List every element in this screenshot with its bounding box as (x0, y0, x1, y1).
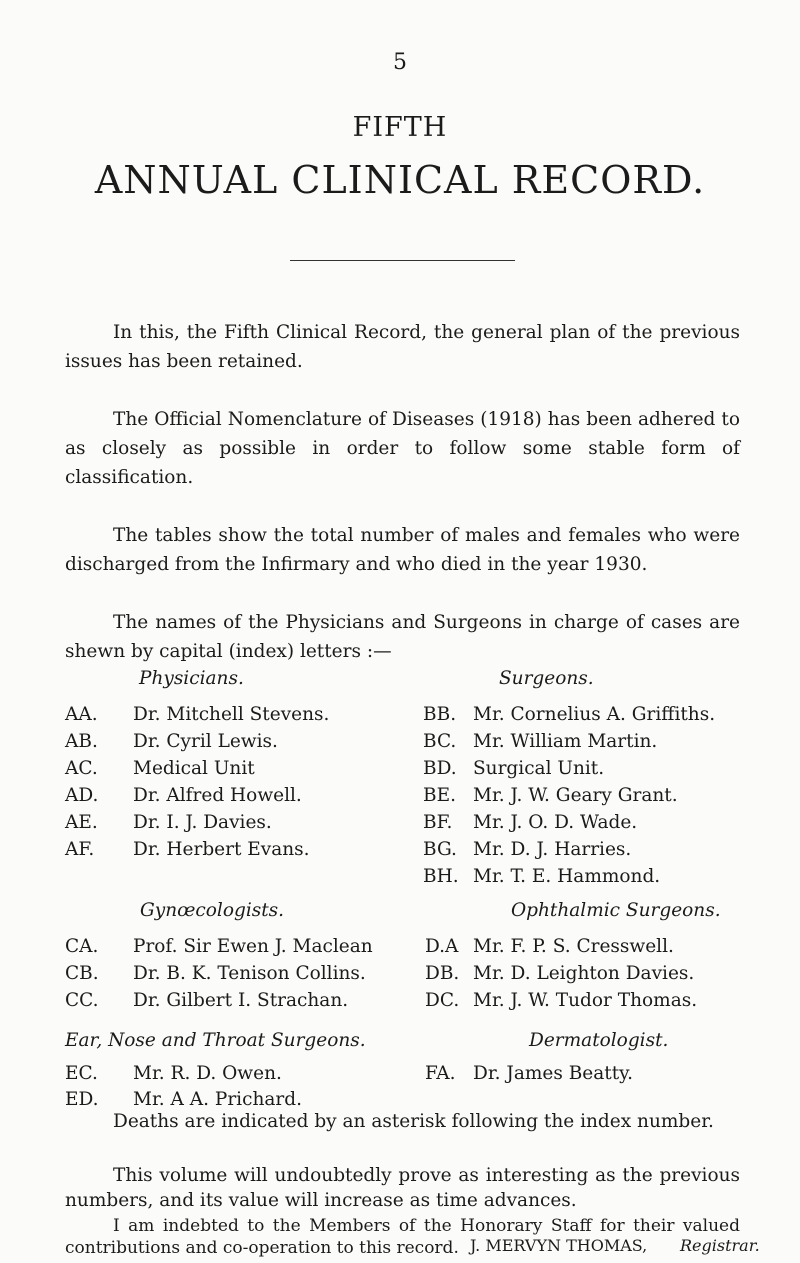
intro-paragraph-1: In this, the Fifth Clinical Record, the general plan of the previous issues has been retained. (65, 322, 740, 372)
ophthalmic-title: Ophthalmic Surgeons. (511, 900, 721, 921)
intro-paragraph-4: The names of the Physicians and Surgeons in charge of cases are shewn by capital (index) letters :— (65, 612, 740, 662)
ophthalmic-section: Ophthalmic Surgeons. D.A Mr. F. P. S. Cresswell. DB. Mr. D. Leighton Davies. DC. Mr. J. W. Tudor Thomas. (425, 900, 721, 1011)
page-number: 5 (393, 50, 407, 75)
surgeons-title: Surgeons. (499, 668, 594, 689)
surgeons-section: Surgeons. BB. Mr. Cornelius A. Griffiths. BC. Mr. William Martin. BD. Surgical Unit. BE. Mr. J. W. Geary Grant. BF. Mr. J. O. D. Wade. BG. Mr. D. J. Harries. BH. Mr. T. E. Hammond. (423, 668, 716, 887)
divider (290, 260, 515, 261)
dermatologist-section: Dermatologist. FA. Dr. James Beatty. (425, 1030, 669, 1084)
dermatologist-title: Dermatologist. (529, 1030, 669, 1051)
intro-paragraph-3: The tables show the total number of males and females who were discharged from the Infirmary and who died in the year 1930. (65, 525, 740, 575)
ent-title: Ear, Nose and Throat Surgeons. (65, 1030, 366, 1051)
closing-paragraph-3: I am indebted to the Members of the Honorary Staff for their valued contributions and co-operation to this record. (65, 1216, 740, 1258)
title-fifth: FIFTH (352, 112, 448, 143)
gynaecologists-section: Gynœcologists. CA. Prof. Sir Ewen J. Maclean CB. Dr. B. K. Tenison Collins. CC. Dr. Gilbert I. Strachan. (65, 900, 373, 1011)
intro-paragraph-2: The Official Nomenclature of Diseases (1918) has been adhered to as closely as possible in order to follow some stable form of classification. (65, 409, 740, 488)
closing-paragraph-2: This volume will undoubtedly prove as interesting as the previous numbers, and its value will increase as time advances. (65, 1165, 740, 1211)
signature: J. MERVYN THOMAS, (470, 1236, 648, 1255)
signature-role: Registrar. (680, 1236, 760, 1255)
ent-section: Ear, Nose and Throat Surgeons. EC. Mr. R. D. Owen. ED. Mr. A A. Prichard. (65, 1030, 366, 1110)
physicians-section: Physicians. AA. Dr. Mitchell Stevens. AB. Dr. Cyril Lewis. AC. Medical Unit AD. Dr. Alfred Howell. AE. Dr. I. J. Davies. AF. Dr. Herbert Evans. (65, 668, 330, 860)
physicians-title: Physicians. (139, 668, 244, 689)
page-title: ANNUAL CLINICAL RECORD. (94, 158, 706, 202)
gynaecologists-title: Gynœcologists. (140, 900, 285, 921)
closing-paragraph-1: Deaths are indicated by an asterisk following the index number. (113, 1111, 714, 1132)
